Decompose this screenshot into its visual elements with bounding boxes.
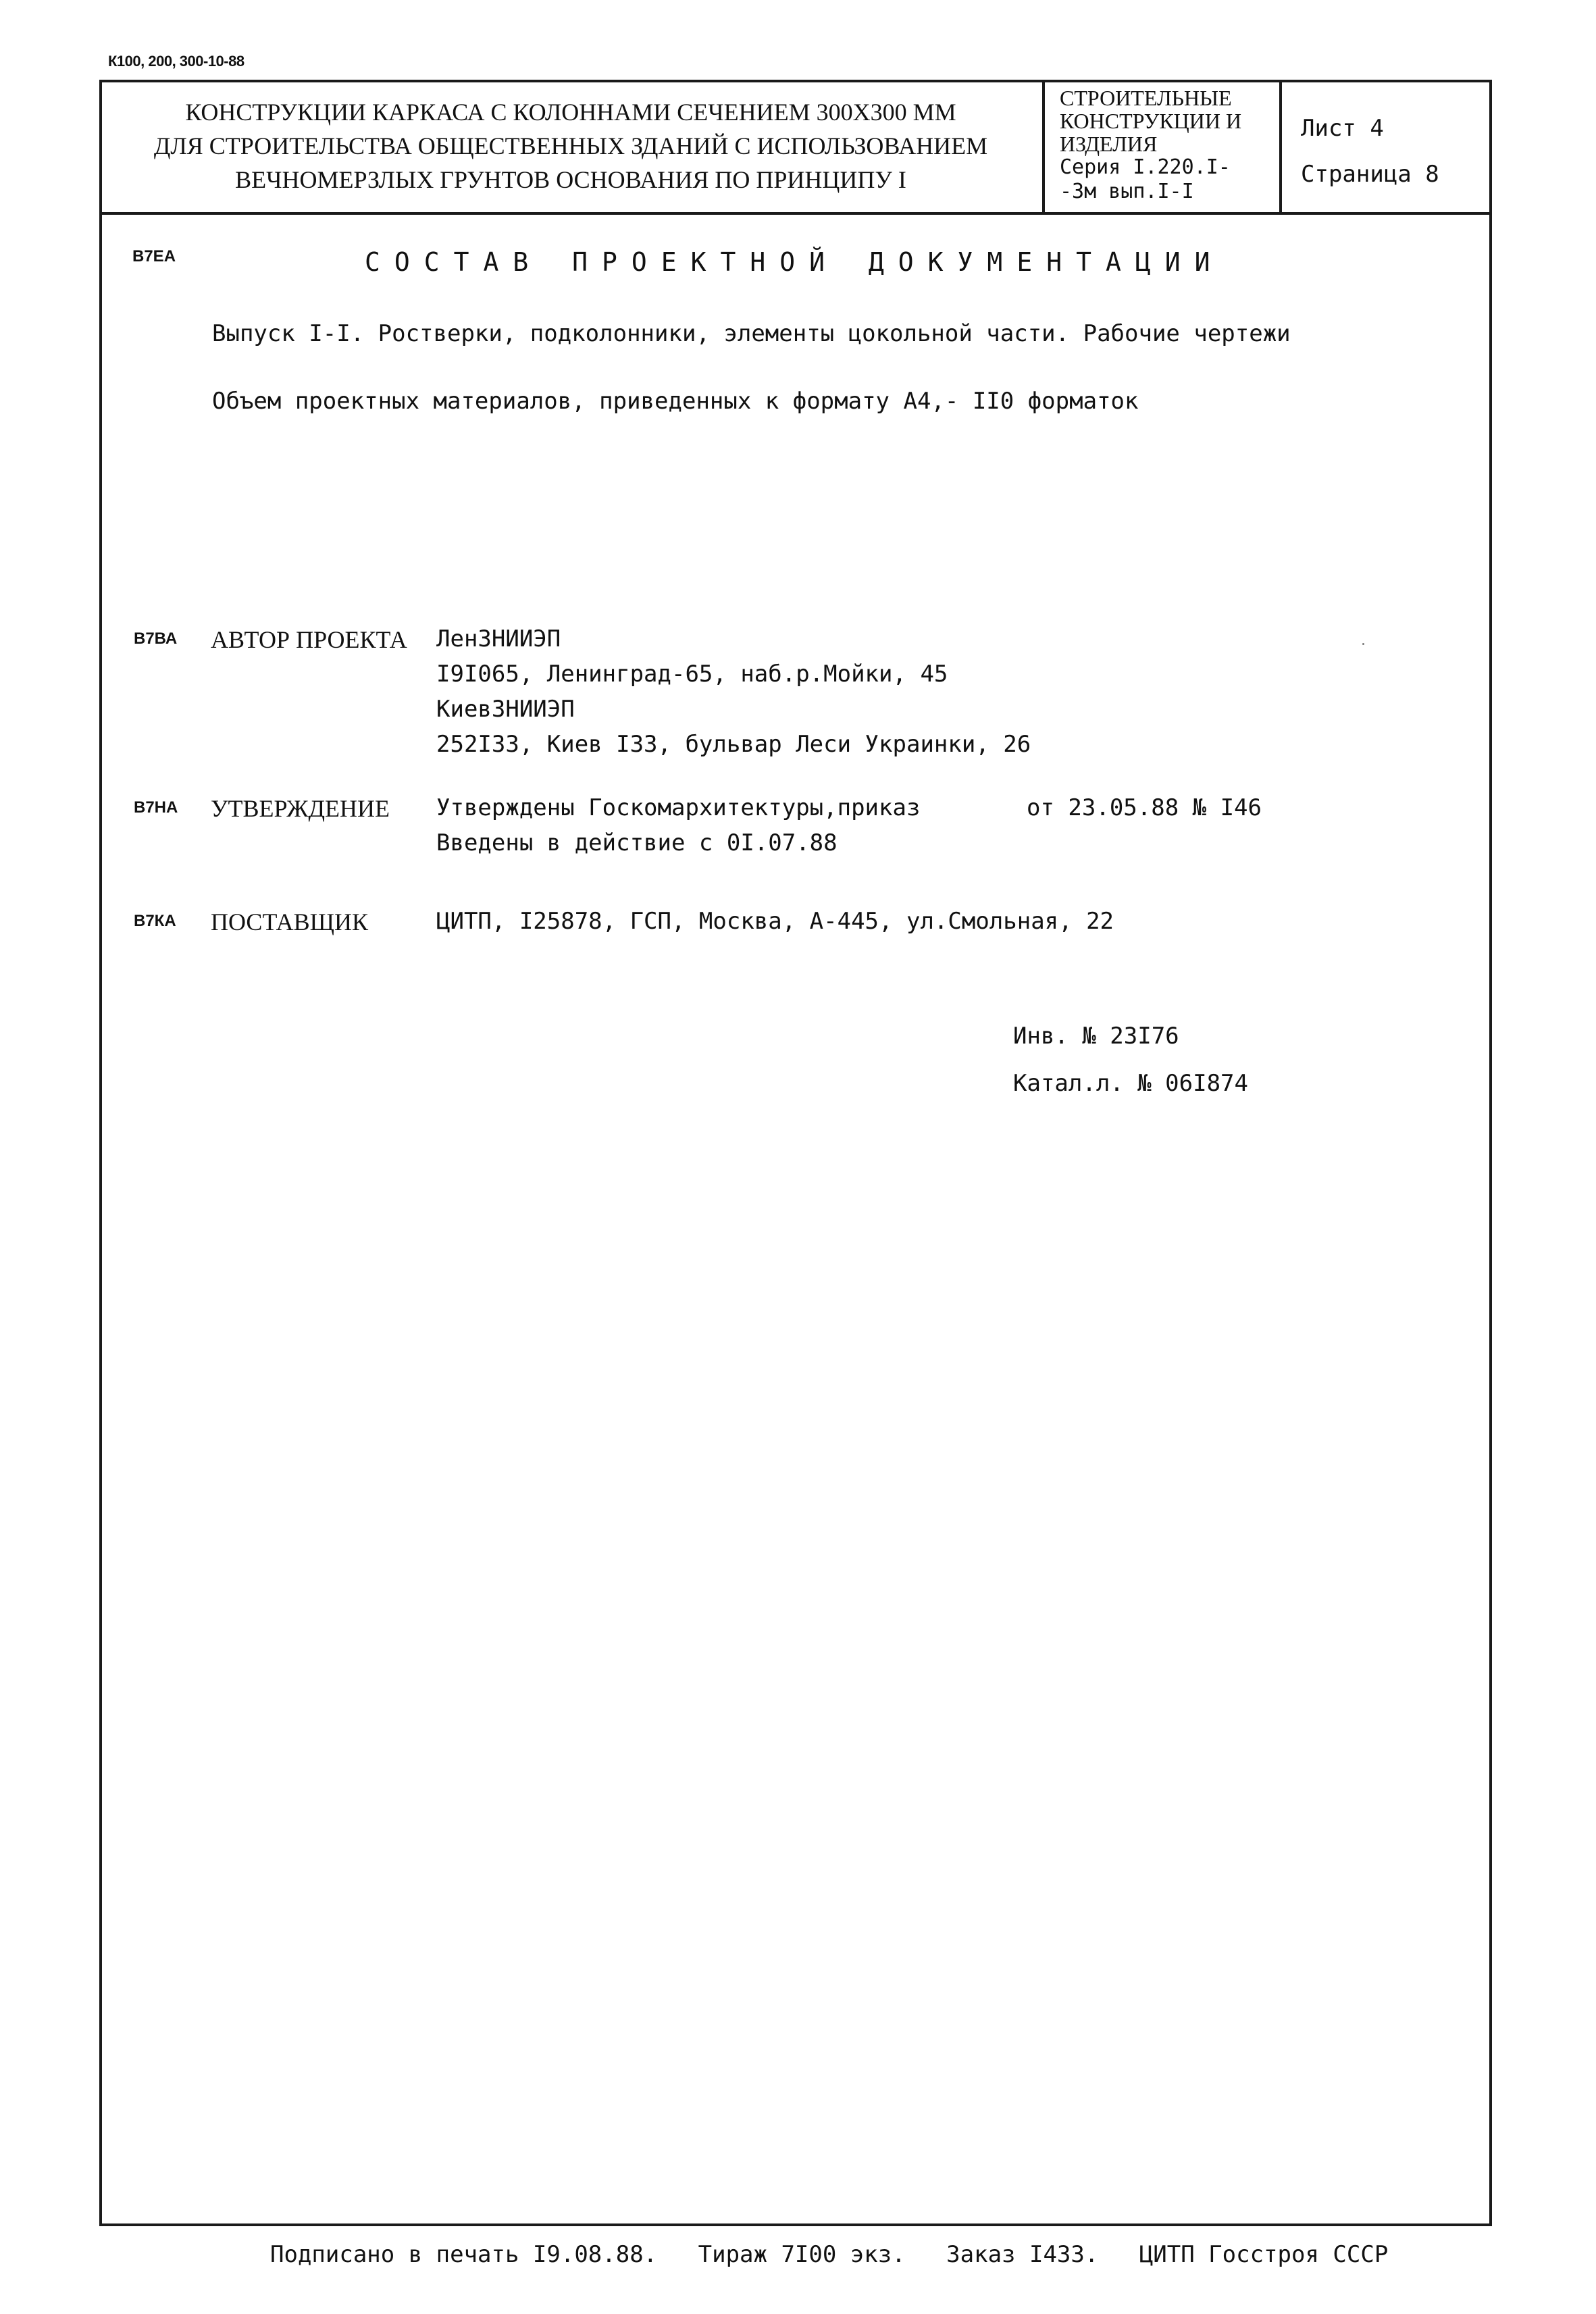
order-number: Заказ I433.: [946, 2241, 1099, 2268]
imprint-footer: [270, 2241, 1415, 2268]
series-number-line-2: -3м вып.I-I: [1060, 180, 1194, 203]
approval-label: УТВЕРЖДЕНИЕ: [211, 795, 390, 822]
series-number-line-1: Серия I.220.I-: [1060, 155, 1231, 179]
supplier-label: ПОСТАВЩИК: [211, 908, 368, 935]
author-line-2: I9I065, Ленинград-65, наб.р.Мойки, 45: [436, 661, 948, 688]
approval-code: В7НА: [134, 798, 178, 817]
volume-line: Объем проектных материалов, приведенных к формату А4,- II0 форматок: [212, 388, 1139, 415]
supplier-code: В7КА: [134, 912, 176, 930]
page-number: Страница 8: [1301, 161, 1439, 188]
author-code: В7ВА: [134, 629, 178, 648]
series-category-line-1: СТРОИТЕЛЬНЫЕ: [1060, 86, 1232, 110]
print-run: Тираж 7I00 экз.: [698, 2241, 906, 2268]
sheet-number: Лист 4: [1301, 115, 1384, 142]
author-label: АВТОР ПРОЕКТА: [211, 626, 407, 653]
approval-line-1: Утверждены Госкомархитектуры,приказ: [436, 794, 921, 821]
author-line-4: 252I33, Киев I33, бульвар Леси Украинки, 26: [436, 731, 1031, 758]
approval-date: от 23.05.88 № I46: [1027, 794, 1262, 821]
header-title-line-3: ВЕЧНОМЕРЗЛЫХ ГРУНТОВ ОСНОВАНИЯ ПО ПРИНЦИПУ I: [235, 166, 906, 193]
header-series-block: [1042, 80, 1282, 215]
series-category-line-2: КОНСТРУКЦИИ И: [1060, 109, 1242, 133]
header-title-block: [99, 80, 1045, 215]
catalog-number: Катал.л. № 06I874: [1013, 1070, 1248, 1097]
series-category-line-3: ИЗДЕЛИЯ: [1060, 132, 1158, 156]
section-code: В7ЕА: [132, 247, 176, 265]
signed-date: Подписано в печать I9.08.88.: [270, 2241, 658, 2268]
header-title-line-2: ДЛЯ СТРОИТЕЛЬСТВА ОБЩЕСТВЕННЫХ ЗДАНИЙ С ИСПОЛЬЗОВАНИЕМ: [153, 132, 988, 159]
author-line-3: КиевЗНИИЭП: [436, 696, 575, 723]
document-code: К100, 200, 300-10-88: [108, 53, 244, 70]
speck: [1362, 643, 1364, 645]
approval-line-2: Введены в действие с 0I.07.88: [436, 829, 838, 856]
inventory-number: Инв. № 23I76: [1013, 1023, 1179, 1050]
author-line-1: ЛенЗНИИЭП: [436, 625, 561, 652]
header-title-line-1: КОНСТРУКЦИИ КАРКАСА С КОЛОННАМИ СЕЧЕНИЕМ 300Х300 ММ: [185, 99, 956, 126]
page-title: СОСТАВ ПРОЕКТНОЙ ДОКУМЕНТАЦИИ: [365, 247, 1225, 277]
publisher: ЦИТП Госстроя СССР: [1139, 2241, 1389, 2268]
issue-line: Выпуск I-I. Ростверки, подколонники, элементы цокольной части. Рабочие чертежи: [212, 320, 1291, 347]
header-sheet-block: [1279, 80, 1492, 215]
supplier-line: ЦИТП, I25878, ГСП, Москва, А-445, ул.Смольная, 22: [436, 908, 1114, 935]
